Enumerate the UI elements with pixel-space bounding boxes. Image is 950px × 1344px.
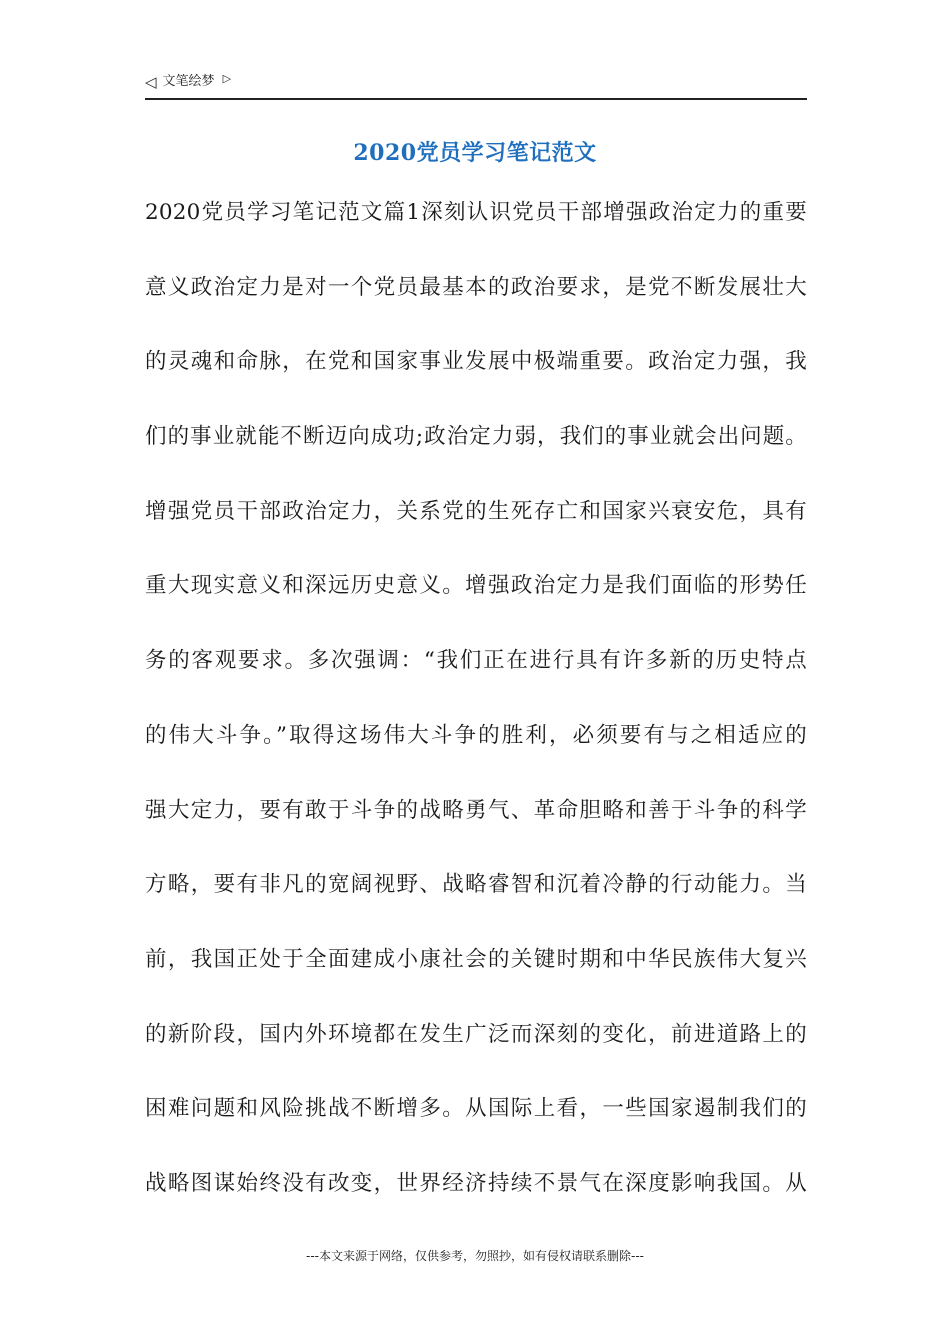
body-line: 的灵魂和命脉，在党和国家事业发展中极端重要。政治定力强，我 (145, 349, 807, 375)
document-body (145, 197, 807, 1243)
body-line: 们的事业就能不断迈向成功;政治定力弱，我们的事业就会出问题。 (145, 424, 807, 450)
brand-name: 文笔绘梦 (162, 74, 215, 89)
body-line: 前，我国正处于全面建成小康社会的关键时期和中华民族伟大复兴 (145, 946, 807, 972)
left-triangle-icon: ◁ (145, 73, 157, 91)
body-line: 意义政治定力是对一个党员最基本的政治要求，是党不断发展壮大 (145, 274, 807, 300)
body-line: 2020党员学习笔记范文篇1深刻认识党员干部增强政治定力的重要 (145, 200, 807, 225)
document-title: 2020党员学习笔记范文 (353, 140, 597, 166)
body-line: 的伟大斗争。”取得这场伟大斗争的胜利，必须要有与之相适应的 (145, 722, 807, 748)
footer-note: ---本文来源于网络，仅供参考，勿照抄，如有侵权请联系删除--- (306, 1249, 644, 1263)
body-line: 战略图谋始终没有改变，世界经济持续不景气在深度影响我国。从 (145, 1170, 807, 1196)
body-line: 困难问题和风险挑战不断增多。从国际上看，一些国家遏制我们的 (145, 1096, 807, 1122)
body-line: 增强党员干部政治定力，关系党的生死存亡和国家兴衰安危，具有 (145, 498, 807, 524)
brand (145, 72, 231, 92)
body-line: 方略，要有非凡的宽阔视野、战略睿智和沉着冷静的行动能力。当 (145, 872, 807, 898)
body-line: 的新阶段，国内外环境都在发生广泛而深刻的变化，前进道路上的 (145, 1021, 807, 1047)
body-line: 重大现实意义和深远历史意义。增强政治定力是我们面临的形势任 (145, 573, 807, 599)
body-line: 务的客观要求。多次强调：“我们正在进行具有许多新的历史特点 (145, 648, 807, 674)
page-header (145, 72, 807, 100)
body-line: 强大定力，要有敢于斗争的战略勇气、革命胆略和善于斗争的科学 (145, 797, 807, 823)
right-triangle-icon: ▷ (222, 72, 232, 85)
